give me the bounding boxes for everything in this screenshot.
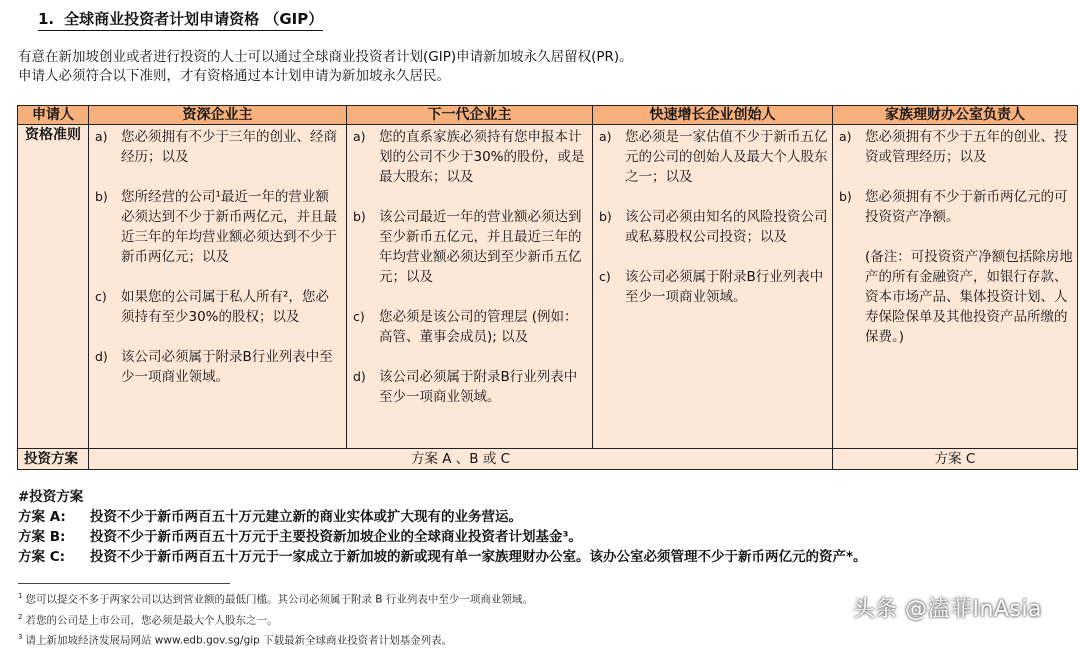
plan-text: 投资不少于新币两百五十万元于一家成立于新加坡的新或现有单一家族理财办公室。该办公室必须管理不少于新币两亿元的资产*。 bbox=[90, 549, 867, 565]
criteria-letter: a) bbox=[353, 129, 366, 144]
criteria-letter: c) bbox=[95, 289, 107, 304]
criteria-text: 您必须是一家估值不少于新币五亿元的公司的创始人及最大个人股东之一；以及 bbox=[625, 129, 828, 185]
section-title: 全球商业投资者计划申请资格 （GIP） bbox=[64, 10, 324, 28]
criteria-text: (备注：可投资资产净额包括除房地产的所有金融资产，如银行存款、资本市场产品、集体投资计划、人寿保险保单及其他投资产品所缴的保费。) bbox=[865, 249, 1073, 345]
criteria-letter: b) bbox=[599, 209, 612, 224]
footnotes bbox=[18, 588, 533, 650]
footnote bbox=[18, 588, 533, 609]
criteria-item bbox=[349, 307, 588, 347]
eligibility-table bbox=[17, 105, 1078, 470]
criteria-letter: d) bbox=[353, 369, 366, 384]
criteria-cell bbox=[347, 125, 593, 449]
plan-item bbox=[18, 527, 867, 547]
header-family-office-principal: 家族理财办公室负责人 bbox=[833, 106, 1078, 125]
plans-c-cell: 方案 C bbox=[833, 449, 1078, 470]
criteria-text: 您必须拥有不少于五年的创业、投资或管理经历；以及 bbox=[865, 129, 1068, 165]
footnote-mark: 1 bbox=[18, 592, 23, 600]
criteria-item bbox=[595, 207, 828, 247]
criteria-item bbox=[835, 187, 1073, 227]
criteria-item bbox=[91, 127, 342, 167]
footnote bbox=[18, 609, 533, 630]
criteria-text: 您必须拥有不少于新币两亿元的可投资资产净额。 bbox=[865, 189, 1068, 225]
criteria-item bbox=[595, 267, 828, 307]
plan-label: 方案 C: bbox=[18, 549, 66, 565]
row-label-criteria: 资格准则 bbox=[18, 125, 89, 449]
criteria-text: 如果您的公司属于私人所有²，您必须持有至少30%的股权；以及 bbox=[121, 289, 329, 325]
criteria-letter: a) bbox=[599, 129, 612, 144]
criteria-cell bbox=[89, 125, 347, 449]
criteria-item bbox=[349, 127, 588, 187]
investment-plans bbox=[18, 487, 867, 567]
criteria-text: 该公司必须属于附录B行业列表中至少一项商业领域。 bbox=[625, 269, 824, 305]
criteria-letter: b) bbox=[353, 209, 366, 224]
criteria-text: 您的直系家族必须持有您申报本计划的公司不少于30%的股份，或是最大股东；以及 bbox=[379, 129, 585, 185]
plans-abc-cell: 方案 A 、B 或 C bbox=[89, 449, 833, 470]
header-applicant: 申请人 bbox=[18, 106, 89, 125]
criteria-item bbox=[595, 127, 828, 187]
criteria-letter: d) bbox=[95, 349, 108, 364]
plan-text: 投资不少于新币两百五十万元建立新的商业实体或扩大现有的业务营运。 bbox=[90, 509, 522, 525]
header-next-gen-owner: 下一代企业主 bbox=[347, 106, 593, 125]
plan-text: 投资不少于新币两百五十万元于主要投资新加坡企业的全球商业投资者计划基金³。 bbox=[90, 529, 582, 545]
criteria-text: 您必须是该公司的管理层 (例如：高管、董事会成员); 以及 bbox=[379, 309, 578, 345]
footnote-divider bbox=[18, 583, 230, 584]
criteria-letter: c) bbox=[599, 269, 611, 284]
plan-label: 方案 B: bbox=[18, 529, 66, 545]
footnote-text: 请上新加坡经济发展局网站 www.edb.gov.sg/gip 下载最新全球商业投资者计划基金列表。 bbox=[25, 634, 453, 647]
criteria-text: 该公司最近一年的营业额必须达到至少新币五亿元，并且最近三年的年均营业额必须达到至少新币五亿元；以及 bbox=[379, 209, 582, 285]
plan-item bbox=[18, 547, 867, 567]
footnote bbox=[18, 629, 533, 650]
criteria-text: 该公司必须属于附录B行业列表中至少一项商业领域。 bbox=[379, 369, 578, 405]
criteria-item bbox=[91, 347, 342, 387]
criteria-letter: b) bbox=[839, 189, 852, 204]
table-row-criteria bbox=[18, 125, 1078, 449]
intro-text bbox=[18, 48, 633, 86]
plan-item bbox=[18, 507, 867, 527]
table-row-plans bbox=[18, 449, 1078, 470]
criteria-item bbox=[835, 247, 1073, 347]
criteria-letter: c) bbox=[353, 309, 365, 324]
section-heading bbox=[38, 8, 323, 31]
header-fast-growth-founder: 快速增长企业创始人 bbox=[593, 106, 833, 125]
criteria-letter bbox=[835, 247, 865, 347]
criteria-cell bbox=[833, 125, 1078, 449]
criteria-text: 该公司必须属于附录B行业列表中至少一项商业领域。 bbox=[121, 349, 333, 385]
footnote-mark: 3 bbox=[18, 633, 23, 641]
plans-title: #投资方案 bbox=[18, 489, 84, 505]
table-header-row bbox=[18, 106, 1078, 125]
criteria-cell bbox=[593, 125, 833, 449]
criteria-text: 您所经营的公司¹最近一年的营业额必须达到不少于新币两亿元，并且最近三年的年均营业额必须达到不少于新币两亿元；以及 bbox=[121, 189, 337, 265]
criteria-letter: b) bbox=[95, 189, 108, 204]
criteria-letter: a) bbox=[95, 129, 108, 144]
header-senior-owner: 资深企业主 bbox=[89, 106, 347, 125]
criteria-letter: a) bbox=[839, 129, 852, 144]
criteria-item bbox=[349, 367, 588, 407]
intro-line: 有意在新加坡创业或者进行投资的人士可以通过全球商业投资者计划(GIP)申请新加坡永久居留权(PR)。 bbox=[18, 49, 633, 65]
footnote-text: 您可以提交不多于两家公司以达到营业额的最低门槛。其公司必须属于附录 B 行业列表中至少一项商业领域。 bbox=[25, 593, 533, 606]
criteria-item bbox=[91, 287, 342, 327]
criteria-item bbox=[349, 207, 588, 287]
footnote-text: 若您的公司是上市公司，您必须是最大个人股东之一。 bbox=[25, 614, 278, 626]
section-number: 1. bbox=[38, 10, 55, 28]
criteria-text: 您必须拥有不少于三年的创业、经商经历；以及 bbox=[121, 129, 337, 165]
footnote-mark: 2 bbox=[18, 612, 23, 621]
criteria-item bbox=[91, 187, 342, 267]
criteria-item bbox=[835, 127, 1073, 167]
criteria-text: 该公司必须由知名的风险投资公司或私募股权公司投资；以及 bbox=[625, 209, 828, 245]
watermark: 头条 @溘菲InAsia bbox=[852, 597, 1042, 622]
intro-line: 申请人必须符合以下准则，才有资格通过本计划申请为新加坡永久居民。 bbox=[18, 68, 450, 84]
plan-label: 方案 A: bbox=[18, 509, 66, 525]
row-label-plans: 投资方案 bbox=[18, 449, 89, 470]
